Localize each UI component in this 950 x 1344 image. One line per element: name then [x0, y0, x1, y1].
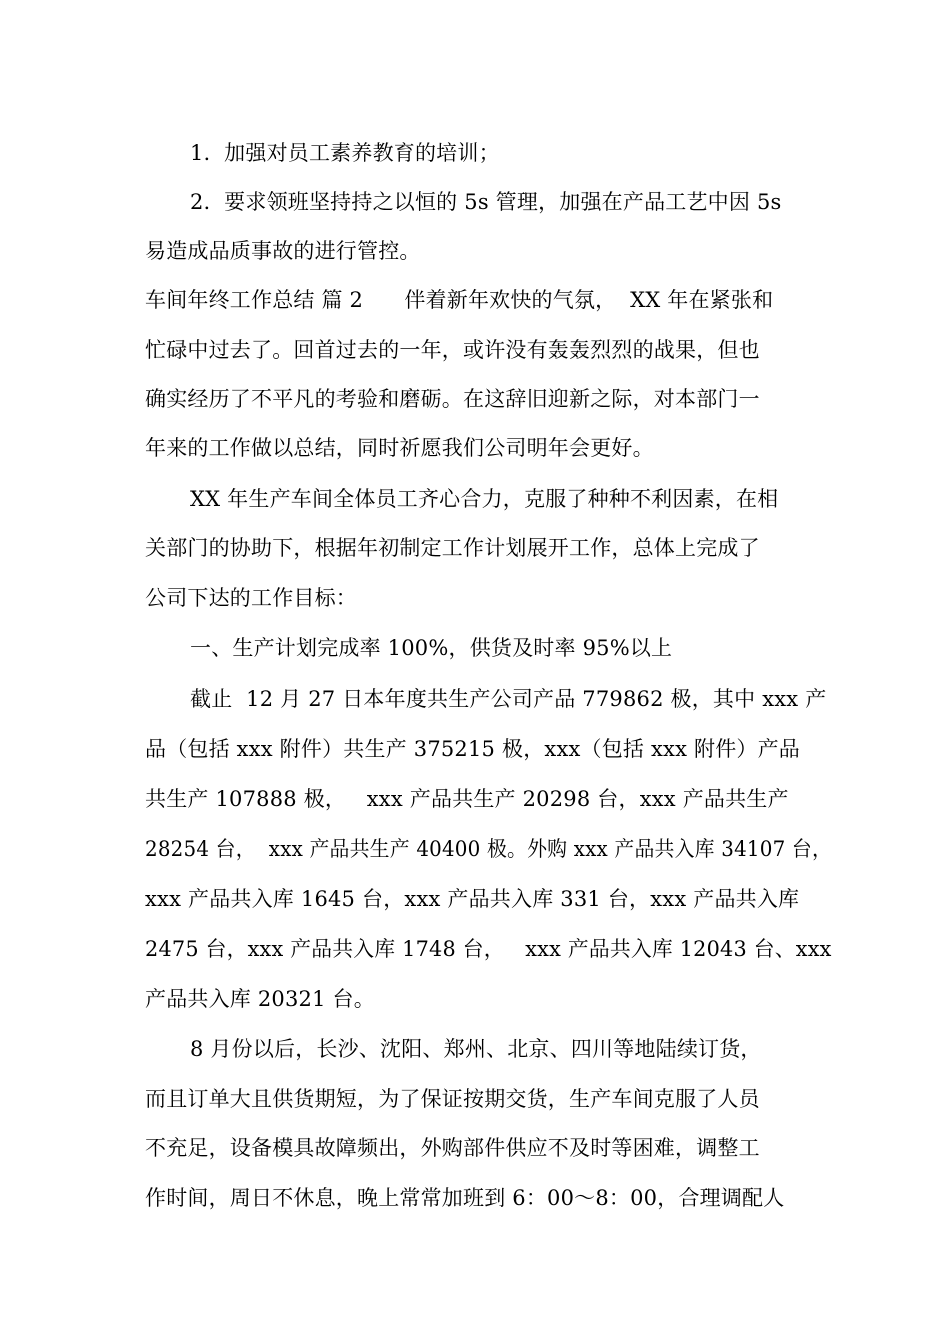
paragraph-line: 28254 台， xxx 产品共生产 40400 极。外购 xxx 产品共入库 34107 台，	[145, 837, 833, 861]
paragraph-line: 忙碌中过去了。回首过去的一年，或许没有轰轰烈烈的战果，但也	[145, 338, 760, 362]
section-heading-line: 车间年终工作总结 篇 2 伴着新年欢快的气氛， XX 年在紧张和	[145, 288, 774, 312]
paragraph-line: 共生产 107888 极， xxx 产品共生产 20298 台，xxx 产品共生产	[145, 787, 789, 811]
list-item-1: 1. 加强对员工素养教育的培训；	[190, 141, 500, 165]
paragraph-line: 而且订单大且供货期短，为了保证按期交货，生产车间克服了人员	[145, 1087, 760, 1111]
paragraph-line: XX 年生产车间全体员工齐心合力，克服了种种不利因素，在相	[190, 487, 779, 511]
paragraph-line: 关部门的协助下，根据年初制定工作计划展开工作，总体上完成了	[145, 536, 760, 560]
paragraph-line: 品（包括 xxx 附件）共生产 375215 极，xxx（包括 xxx 附件）产品	[145, 737, 801, 761]
paragraph-line: 作时间，周日不休息，晚上常常加班到 6：00～8：00，合理调配人	[145, 1186, 785, 1210]
subheading-line: 一、生产计划完成率 100%，供货及时率 95%以上	[190, 636, 673, 660]
paragraph-line: 产品共入库 20321 台。	[145, 987, 375, 1011]
list-item-2-continued: 易造成品质事故的进行管控。	[145, 239, 421, 263]
paragraph-line: 8 月份以后，长沙、沈阳、郑州、北京、四川等地陆续订货，	[190, 1037, 762, 1061]
paragraph-line: 截止 12 月 27 日本年度共生产公司产品 779862 极，其中 xxx 产	[190, 687, 827, 711]
list-item-2: 2. 要求领班坚持持之以恒的 5s 管理，加强在产品工艺中因 5s	[190, 190, 782, 214]
paragraph-line: 不充足，设备模具故障频出，外购部件供应不及时等困难，调整工	[145, 1136, 760, 1160]
paragraph-line: 2475 台，xxx 产品共入库 1748 台， xxx 产品共入库 12043 台、xxx	[145, 937, 832, 961]
paragraph-line: 确实经历了不平凡的考验和磨砺。在这辞旧迎新之际，对本部门一	[145, 387, 760, 411]
paragraph-line: 公司下达的工作目标：	[145, 586, 357, 610]
paragraph-line: 年来的工作做以总结，同时祈愿我们公司明年会更好。	[145, 436, 654, 460]
paragraph-line: xxx 产品共入库 1645 台，xxx 产品共入库 331 台，xxx 产品共入库	[145, 887, 800, 911]
